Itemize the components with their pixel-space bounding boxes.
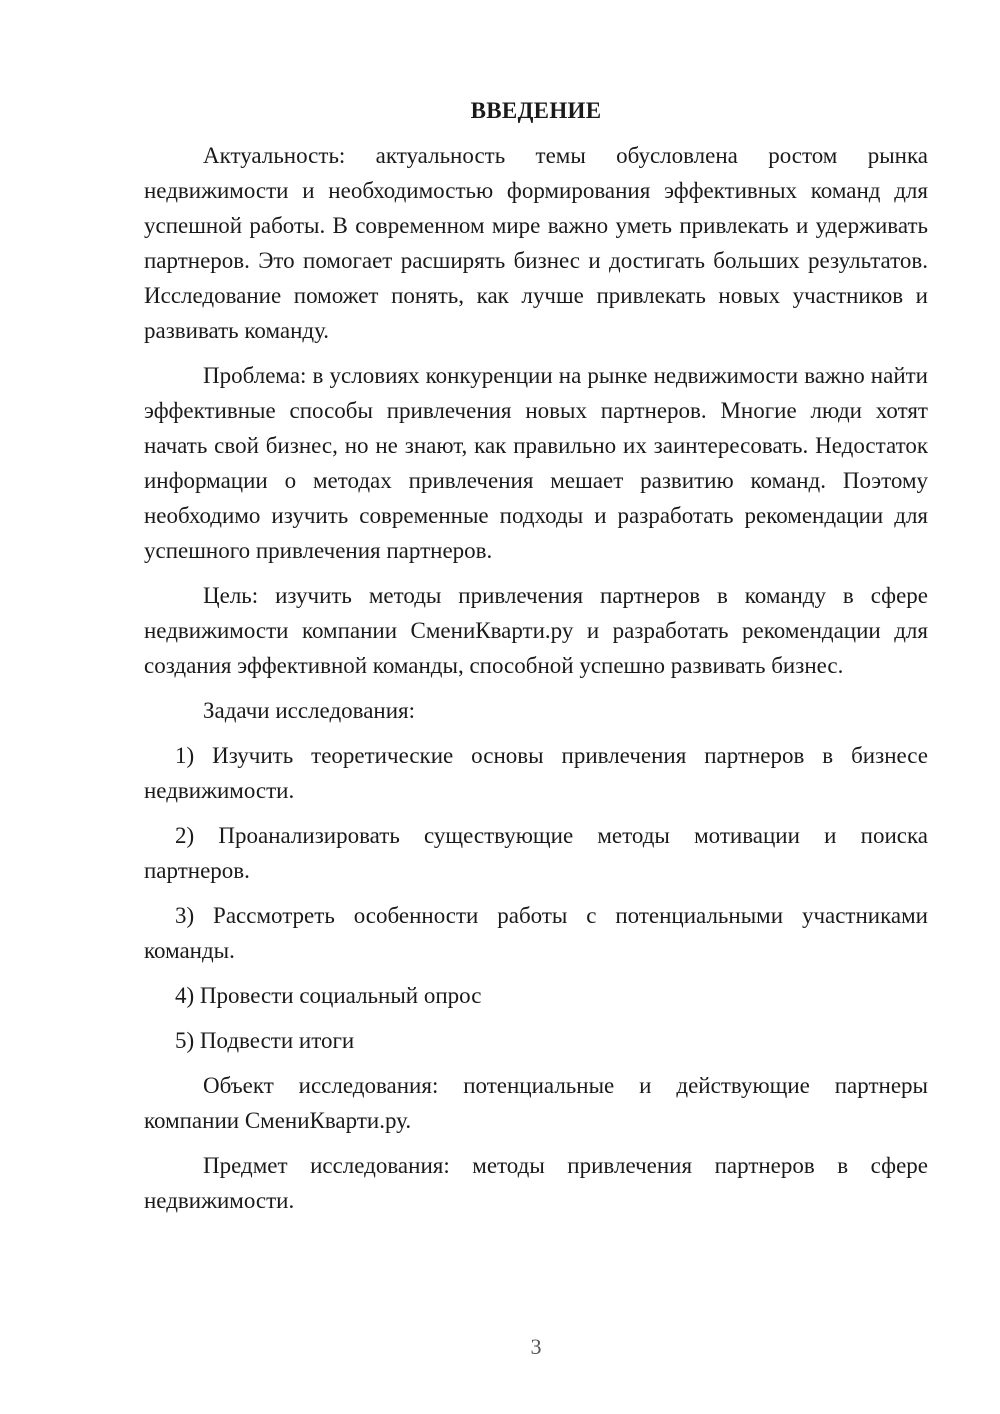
task-item-2: 2) Проанализировать существующие методы мотивации и поиска партнеров.	[144, 823, 928, 883]
task-item-1: 1) Изучить теоретические основы привлечения партнеров в бизнесе недвижимости.	[144, 743, 928, 803]
paragraph-object: Объект исследования: потенциальные и действующие партнеры компании СмениКварти.ру.	[144, 1073, 928, 1133]
paragraph-problem: Проблема: в условиях конкуренции на рынке недвижимости важно найти эффективные способы привлечения новых партнеров. Многие люди хотят начать свой бизнес, но не знают, как правильно их заинтересовать. Недостаток информации о методах привлечения мешает развитию команд. Поэтому необходимо изучить современные подходы и разработать рекомендации для успешного привлечения партнеров.	[144, 363, 928, 563]
page-number: 3	[530, 1334, 542, 1359]
page-title: ВВЕДЕНИЕ	[470, 98, 602, 123]
tasks-heading: Задачи исследования:	[203, 698, 416, 723]
task-item-5: 5) Подвести итоги	[175, 1028, 355, 1053]
paragraph-subject: Предмет исследования: методы привлечения партнеров в сфере недвижимости.	[144, 1153, 928, 1213]
paragraph-relevance: Актуальность: актуальность темы обусловлена ростом рынка недвижимости и необходимостью формирования эффективных команд для успешной работы. В современном мире важно уметь привлекать и удерживать партнеров. Это помогает расширять бизнес и достигать больших результатов. Исследование поможет понять, как лучше привлекать новых участников и развивать команду.	[144, 143, 928, 343]
document-page	[144, 96, 928, 1228]
task-item-3: 3) Рассмотреть особенности работы с потенциальными участниками команды.	[144, 903, 928, 963]
paragraph-goal: Цель: изучить методы привлечения партнеров в команду в сфере недвижимости компании СмениКварти.ру и разработать рекомендации для создания эффективной команды, способной успешно развивать бизнес.	[144, 583, 928, 678]
task-item-4: 4) Провести социальный опрос	[175, 983, 482, 1008]
